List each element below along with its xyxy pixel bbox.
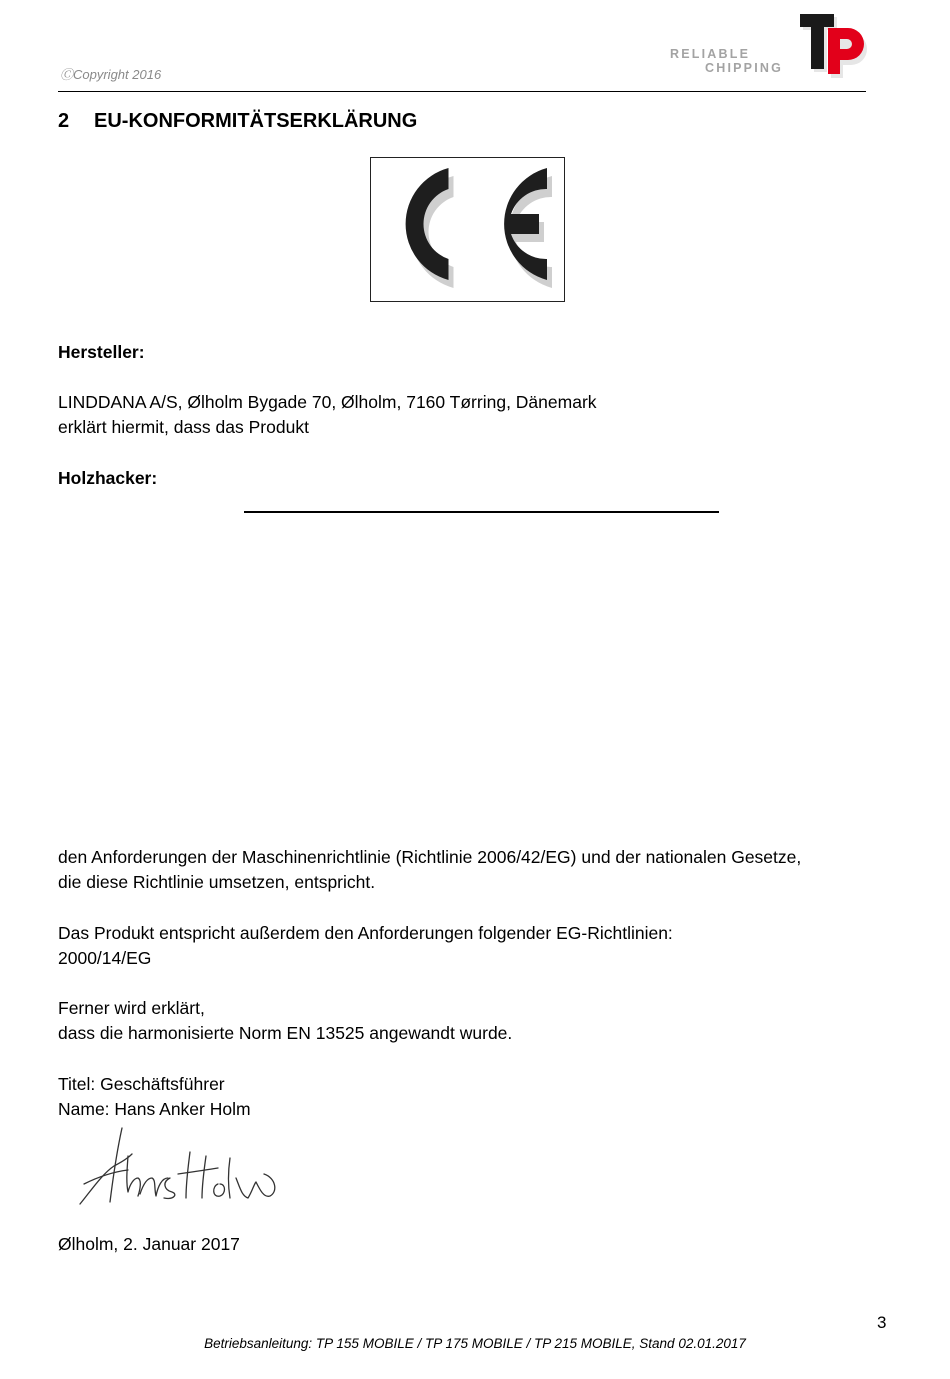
handwritten-signature bbox=[72, 1122, 282, 1212]
norm-line-1: Ferner wird erklärt, bbox=[58, 998, 205, 1018]
signatory-name: Name: Hans Anker Holm bbox=[58, 1099, 251, 1119]
section-number: 2 bbox=[58, 110, 70, 132]
product-name-blank-line bbox=[244, 511, 719, 513]
requirements-line-1: den Anforderungen der Maschinenrichtlinie (Richtlinie 2006/42/EG) und der nationalen Gesetze, bbox=[58, 847, 802, 867]
manufacturer-address: LINDDANA A/S, Ølholm Bygade 70, Ølholm, 7160 Tørring, Dänemark bbox=[58, 392, 597, 412]
footer-text: Betriebsanleitung: TP 155 MOBILE / TP 175 MOBILE / TP 215 MOBILE, Stand 02.01.2017 bbox=[204, 1336, 746, 1351]
additional-directives-line-2: 2000/14/EG bbox=[58, 948, 152, 968]
norm-line-2: dass die harmonisierte Norm EN 13525 angewandt wurde. bbox=[58, 1023, 513, 1043]
product-label: Holzhacker: bbox=[58, 468, 158, 488]
section-title: EU-KONFORMITÄTSERKLÄRUNG bbox=[94, 110, 418, 132]
ce-mark-icon bbox=[371, 158, 564, 301]
manufacturer-label: Hersteller: bbox=[58, 342, 145, 362]
signatory-title: Titel: Geschäftsführer bbox=[58, 1074, 225, 1094]
place-date: Ølholm, 2. Januar 2017 bbox=[58, 1234, 240, 1254]
requirements-line-2: die diese Richtlinie umsetzen, entspricht. bbox=[58, 872, 376, 892]
copyright-notice: ⒸCopyright 2016 bbox=[60, 67, 162, 82]
additional-directives-line-1: Das Produkt entspricht außerdem den Anforderungen folgender EG-Richtlinien: bbox=[58, 923, 673, 943]
section-heading bbox=[58, 110, 417, 133]
tagline-line-2: CHIPPING bbox=[705, 61, 784, 75]
tagline bbox=[670, 47, 783, 75]
ce-mark-frame bbox=[370, 157, 565, 302]
manufacturer-declaration: erklärt hiermit, dass das Produkt bbox=[58, 417, 309, 437]
page-number: 3 bbox=[877, 1313, 887, 1332]
tagline-line-1: RELIABLE bbox=[670, 47, 751, 61]
tp-logo bbox=[796, 12, 872, 78]
header-divider bbox=[58, 91, 866, 92]
